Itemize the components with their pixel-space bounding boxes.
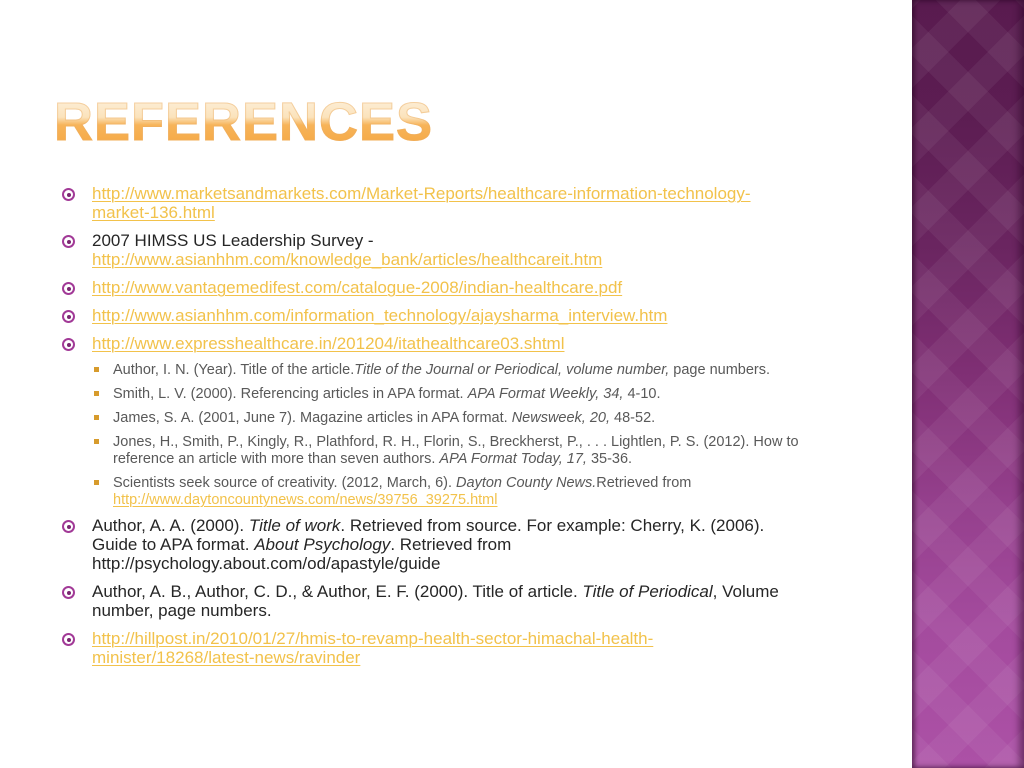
- reference-italic-text: About Psychology: [254, 535, 391, 554]
- square-bullet-icon: [94, 480, 99, 485]
- reference-link[interactable]: http://www.asianhhm.com/information_technology/ajaysharma_interview.htm: [92, 306, 668, 325]
- reference-plain-text: Retrieved from: [596, 475, 692, 491]
- reference-italic-text: APA Format Today, 17,: [439, 451, 587, 467]
- page-title: REFERENCES: [54, 92, 434, 152]
- reference-italic-text: Title of the Journal or Periodical, volume number,: [354, 362, 670, 378]
- references-list: [60, 184, 852, 676]
- list-item: [60, 278, 852, 297]
- reference-link[interactable]: minister/18268/latest-news/ravinder: [92, 648, 361, 667]
- sub-list-item: [60, 410, 852, 427]
- reference-text: [92, 629, 653, 667]
- bullet-dot: [67, 193, 71, 197]
- reference-plain-text: reference an article with more than seven authors.: [113, 451, 440, 467]
- reference-link[interactable]: market-136.html: [92, 203, 215, 222]
- list-item: [60, 184, 852, 222]
- reference-plain-text: , Volume: [712, 582, 779, 601]
- decorative-side-panel: [912, 0, 1024, 768]
- reference-link[interactable]: http://www.daytoncountynews.com/news/39756_39275.html: [113, 492, 498, 508]
- reference-plain-text: . Retrieved from: [390, 535, 512, 554]
- sub-list-item: [60, 434, 852, 468]
- sub-list-item: [60, 475, 852, 509]
- reference-text: [113, 475, 691, 508]
- reference-text: [92, 184, 751, 222]
- list-item: [60, 334, 852, 353]
- list-item: [60, 582, 852, 620]
- reference-plain-text: Jones, H., Smith, P., Kingly, R., Plathford, R. H., Florin, S., Breckherst, P., . . . Lightlen, P. S. (2012). How to: [113, 434, 799, 450]
- reference-plain-text: James, S. A. (2001, June 7). Magazine articles in APA format.: [113, 410, 512, 426]
- reference-text: [92, 582, 779, 620]
- reference-text: [113, 410, 655, 426]
- target-bullet-icon: [62, 188, 75, 201]
- list-item: [60, 516, 852, 573]
- square-bullet-icon: [94, 391, 99, 396]
- reference-text: [113, 434, 799, 467]
- reference-link[interactable]: http://hillpost.in/2010/01/27/hmis-to-revamp-health-sector-himachal-health-: [92, 629, 654, 648]
- reference-plain-text: 4-10.: [623, 386, 661, 402]
- bullet-dot: [67, 315, 71, 319]
- reference-italic-text: Title of Periodical: [582, 582, 713, 601]
- reference-text: [92, 231, 602, 269]
- reference-italic-text: Dayton County News.: [456, 475, 597, 491]
- reference-link[interactable]: http://www.asianhhm.com/knowledge_bank/articles/healthcareit.htm: [92, 250, 603, 269]
- reference-link[interactable]: http://www.vantagemedifest.com/catalogue-2008/indian-healthcare.pdf: [92, 278, 623, 297]
- list-item: [60, 629, 852, 667]
- target-bullet-icon: [62, 310, 75, 323]
- bullet-dot: [67, 240, 71, 244]
- sub-list-item: [60, 386, 852, 403]
- reference-text: [92, 306, 667, 325]
- list-item: [60, 231, 852, 269]
- reference-text: [92, 278, 622, 297]
- reference-text: [113, 386, 661, 402]
- reference-plain-text: 48-52.: [610, 410, 656, 426]
- bullet-dot: [67, 591, 71, 595]
- reference-plain-text: Author, I. N. (Year). Title of the article.: [113, 362, 355, 378]
- reference-plain-text: http://psychology.about.com/od/apastyle/guide: [92, 554, 441, 573]
- list-item: [60, 306, 852, 325]
- target-bullet-icon: [62, 633, 75, 646]
- bullet-dot: [67, 638, 71, 642]
- reference-plain-text: number, page numbers.: [92, 601, 272, 620]
- target-bullet-icon: [62, 520, 75, 533]
- reference-italic-text: Title of work: [248, 516, 341, 535]
- square-bullet-icon: [94, 415, 99, 420]
- target-bullet-icon: [62, 338, 75, 351]
- sub-list-item: [60, 362, 852, 379]
- bullet-dot: [67, 343, 71, 347]
- square-bullet-icon: [94, 439, 99, 444]
- target-bullet-icon: [62, 282, 75, 295]
- reference-italic-text: Newsweek, 20,: [511, 410, 611, 426]
- bullet-dot: [67, 525, 71, 529]
- reference-plain-text: . Retrieved from source. For example: Cherry, K. (2006).: [340, 516, 765, 535]
- reference-plain-text: Guide to APA format.: [92, 535, 255, 554]
- reference-text: [113, 362, 770, 378]
- reference-text: [92, 516, 764, 573]
- square-bullet-icon: [94, 367, 99, 372]
- reference-italic-text: APA Format Weekly, 34,: [467, 386, 624, 402]
- reference-plain-text: 35-36.: [586, 451, 633, 467]
- reference-plain-text: page numbers.: [669, 362, 771, 378]
- target-bullet-icon: [62, 235, 75, 248]
- reference-plain-text: Author, A. A. (2000).: [92, 516, 249, 535]
- reference-plain-text: Author, A. B., Author, C. D., & Author, E. F. (2000). Title of article.: [92, 582, 583, 601]
- reference-plain-text: Scientists seek source of creativity. (2012, March, 6).: [113, 475, 457, 491]
- target-bullet-icon: [62, 586, 75, 599]
- reference-link[interactable]: http://www.expresshealthcare.in/201204/itathealthcare03.shtml: [92, 334, 565, 353]
- reference-text: [92, 334, 565, 353]
- reference-plain-text: Smith, L. V. (2000). Referencing articles in APA format.: [113, 386, 468, 402]
- reference-plain-text: 2007 HIMSS US Leadership Survey -: [92, 231, 374, 250]
- reference-link[interactable]: http://www.marketsandmarkets.com/Market-Reports/healthcare-information-technology-: [92, 184, 751, 203]
- bullet-dot: [67, 287, 71, 291]
